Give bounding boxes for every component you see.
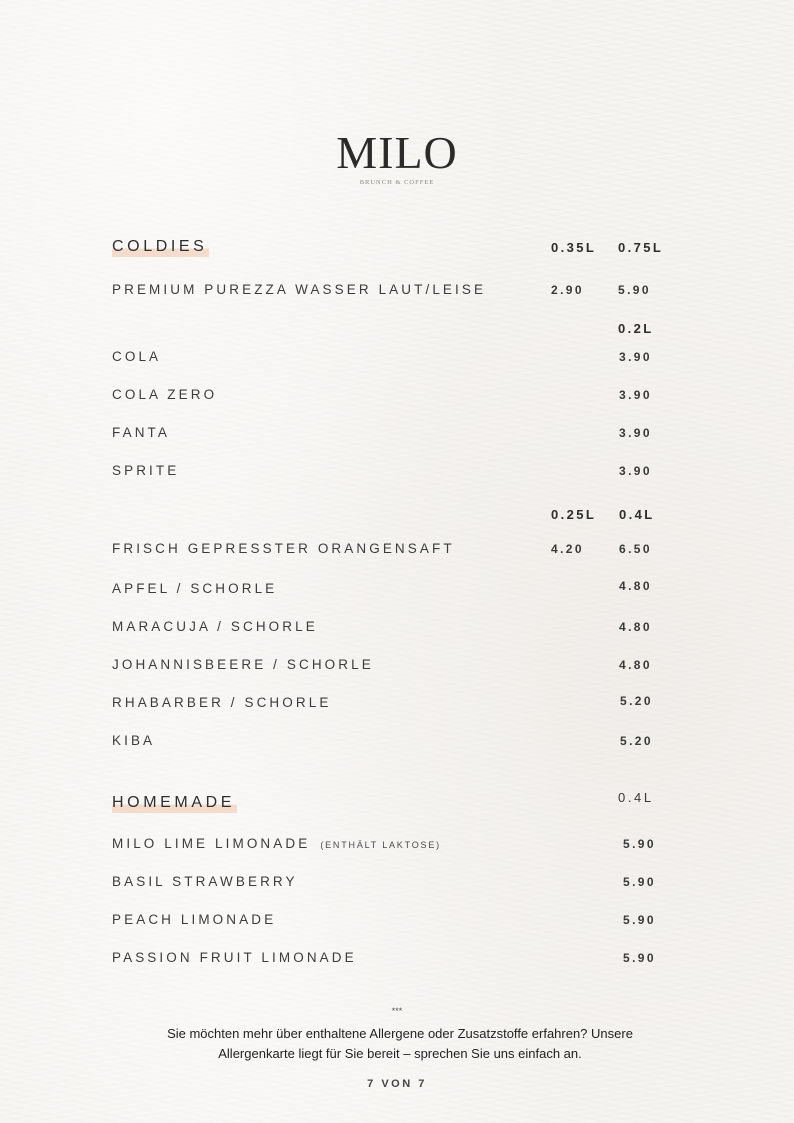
menu-item-rhabarber: RHABARBER / SCHORLE xyxy=(112,695,332,710)
menu-item-milo-lime-limonade xyxy=(112,835,441,854)
menu-item-fanta: FANTA xyxy=(112,425,171,440)
brand-tagline: BRUNCH & COFFEE xyxy=(359,179,435,186)
allergen-notice: Sie möchten mehr über enthaltene Allergene oder Zusatzstoffe erfahren? Unsere Allergenkarte liegt für Sie bereit – sprechen Sie uns einfach an. xyxy=(167,1026,633,1061)
menu-item-johannisbeere: JOHANNISBEERE / SCHORLE xyxy=(112,657,374,672)
section-title-coldies: COLDIES xyxy=(112,238,208,255)
menu-item-cola: COLA xyxy=(112,349,162,364)
price-rhabarber: 5.20 xyxy=(620,694,653,708)
price-sprite: 3.90 xyxy=(619,464,652,478)
menu-item-basil-strawberry: BASIL STRAWBERRY xyxy=(112,874,298,889)
price-orange-small: 4.20 xyxy=(551,542,584,556)
menu-item-cola-zero: COLA ZERO xyxy=(112,387,218,402)
price-maracuja: 4.80 xyxy=(619,620,652,634)
section-title-homemade: HOMEMADE xyxy=(112,794,236,811)
price-milo-lime: 5.90 xyxy=(623,837,656,851)
price-johannisbeere: 4.80 xyxy=(619,658,652,672)
menu-item-peach-limonade: PEACH LIMONADE xyxy=(112,912,277,927)
size-header-0-2l: 0.2L xyxy=(618,321,654,336)
menu-item-kiba: KIBA xyxy=(112,733,156,748)
price-fanta: 3.90 xyxy=(619,426,652,440)
price-water-large: 5.90 xyxy=(618,283,651,297)
price-passion-fruit: 5.90 xyxy=(623,951,656,965)
price-orange-large: 6.50 xyxy=(619,542,652,556)
menu-item-sprite: SPRITE xyxy=(112,463,180,478)
size-header-0-4l: 0.4L xyxy=(619,507,655,522)
menu-item-orange-juice: FRISCH GEPRESSTER ORANGENSAFT xyxy=(112,541,455,556)
page-indicator: 7 VON 7 xyxy=(367,1078,427,1090)
price-kiba: 5.20 xyxy=(620,734,653,748)
footer-divider-stars: *** xyxy=(391,1006,403,1016)
menu-item-maracuja: MARACUJA / SCHORLE xyxy=(112,619,318,634)
item-name: MILO LIME LIMONADE xyxy=(112,836,311,851)
menu-item-water: PREMIUM PUREZZA WASSER LAUT/LEISE xyxy=(112,282,487,297)
price-cola: 3.90 xyxy=(619,350,652,364)
menu-item-apfel: APFEL / SCHORLE xyxy=(112,581,278,596)
size-header-0-35l: 0.35L xyxy=(551,240,597,255)
allergen-note: (ENTHÄLT LAKTOSE) xyxy=(320,840,441,850)
size-header-0-25l: 0.25L xyxy=(551,507,597,522)
price-basil-strawberry: 5.90 xyxy=(623,875,656,889)
size-header-0-75l: 0.75L xyxy=(618,240,664,255)
menu-item-passion-fruit-limonade: PASSION FRUIT LIMONADE xyxy=(112,950,357,965)
price-peach-limonade: 5.90 xyxy=(623,913,656,927)
price-apfel: 4.80 xyxy=(619,579,652,593)
price-water-small: 2.90 xyxy=(551,283,584,297)
brand-logo: MILO xyxy=(336,127,458,178)
price-cola-zero: 3.90 xyxy=(619,388,652,402)
size-header-homemade-0-4l: 0.4L xyxy=(618,790,654,805)
